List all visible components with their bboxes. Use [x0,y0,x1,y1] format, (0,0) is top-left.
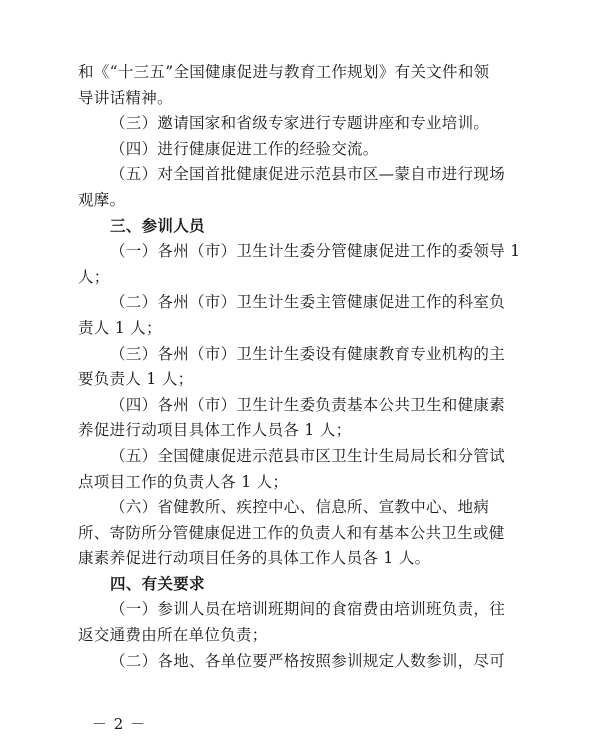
document-body [78,60,526,674]
list-item: （二）各州（市）卫生计生委主管健康促进工作的科室负 [110,293,506,312]
body-line: 点项目工作的负责人各 1 人； [78,472,289,491]
list-item: （四）各州（市）卫生计生委负责基本公共卫生和健康素 [110,395,506,414]
body-line: 要负责人 1 人； [78,370,194,389]
body-line: 养促进行动项目具体工作人员各 1 人； [78,421,352,440]
list-item: （四）进行健康促进工作的经验交流。 [110,139,379,158]
body-line: 所、寄防所分管健康促进工作的负责人和有基本公共卫生或健 [78,523,505,542]
list-item: （六）省健教所、疾控中心、信息所、宣教中心、地病 [110,498,490,517]
page-number: － 2 － [92,715,147,733]
list-item: （二）各地、各单位要严格按照参训规定人数参训，尽可 [110,651,506,670]
list-item: （三）各州（市）卫生计生委设有健康教育专业机构的主 [110,344,506,363]
body-line: 康素养促进行动项目任务的具体工作人员各 1 人。 [78,549,431,568]
body-line: 导讲话精神。 [78,88,173,107]
body-line: 人； [78,267,110,286]
body-line: 返交通费由所在单位负责； [78,626,268,645]
body-line: 观摩。 [78,190,126,209]
list-item: （一）参训人员在培训班期间的食宿费由培训班负责，往 [110,600,506,619]
list-item: （三）邀请国家和省级专家进行专题讲座和专业培训。 [110,114,490,133]
section-heading: 三、参训人员 [110,216,205,235]
list-item: （五）对全国首批健康促进示范县市区—蒙自市进行现场 [110,165,506,184]
list-item: （一）各州（市）卫生计生委分管健康促进工作的委领导 1 [110,242,521,261]
section-heading: 四、有关要求 [110,574,205,593]
body-line: 责人 1 人； [78,318,162,337]
body-line: 和《“十三五”全国健康促进与教育工作规划》有关文件和领 [78,63,490,81]
list-item: （五）全国健康促进示范县市区卫生计生局局长和分管试 [110,446,506,465]
